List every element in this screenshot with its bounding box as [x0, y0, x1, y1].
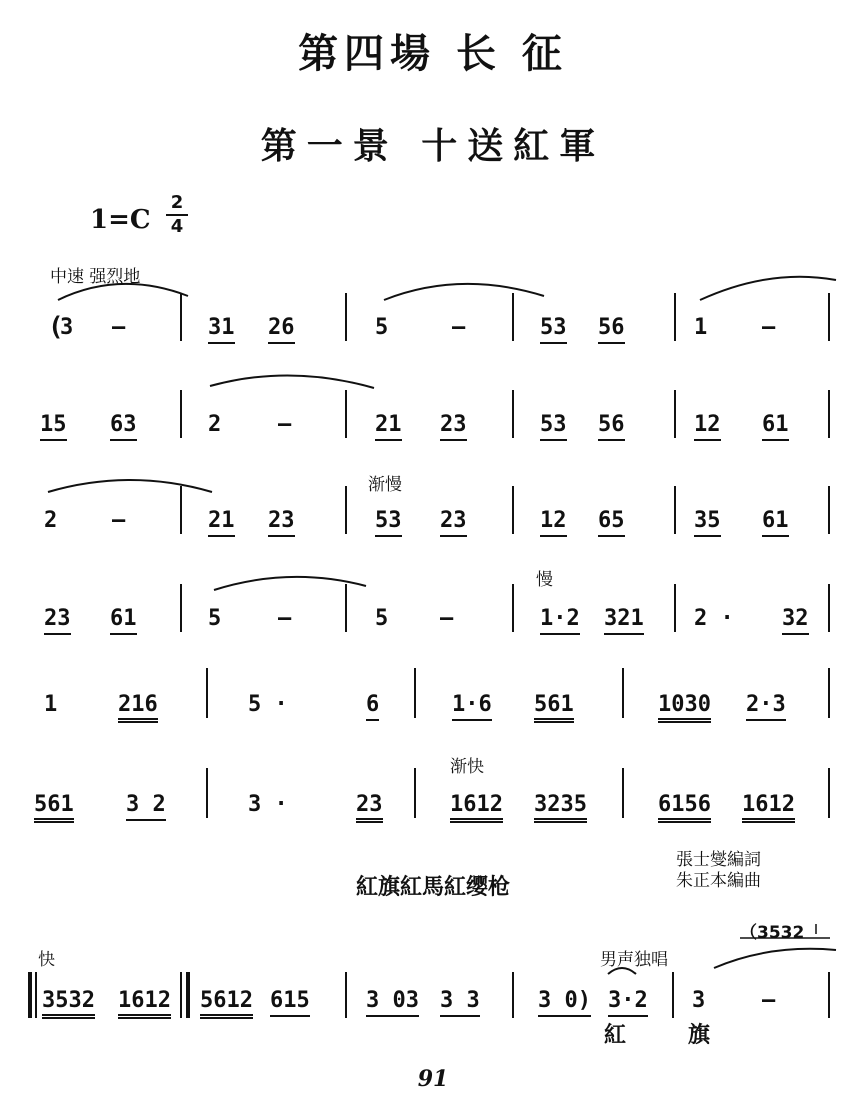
- note: 1: [694, 315, 708, 340]
- note: 61: [762, 508, 789, 537]
- note: 615: [270, 988, 310, 1017]
- slur: [608, 968, 636, 974]
- note: 216: [118, 692, 158, 723]
- note: 3·2: [608, 988, 648, 1017]
- note: 5: [208, 606, 222, 631]
- note: 321: [604, 606, 644, 635]
- note: 1·2: [540, 606, 580, 635]
- scene-title: 第四場 长 征: [298, 30, 568, 77]
- note: 31: [208, 315, 235, 344]
- note: 1612: [742, 792, 795, 823]
- note: 61: [762, 412, 789, 441]
- bracket: [740, 924, 830, 938]
- note: 3 03: [366, 988, 419, 1017]
- note: 15: [40, 412, 67, 441]
- note: –: [452, 315, 466, 340]
- time-top: 2: [170, 192, 184, 213]
- lyric-2: 旗: [688, 1022, 711, 1048]
- note: 21: [375, 412, 402, 441]
- page-number: 91: [417, 1066, 449, 1092]
- paren-open: (: [48, 312, 64, 342]
- slur: [714, 949, 836, 968]
- note: –: [762, 315, 776, 340]
- note: 1030: [658, 692, 711, 723]
- note: 3 0): [538, 988, 591, 1017]
- lyricist: 張士燮編詞: [676, 850, 761, 870]
- time-bottom: 4: [170, 216, 184, 237]
- note: 23: [44, 606, 71, 635]
- note: 53: [540, 412, 567, 441]
- tempo-marking: 中速 强烈地: [50, 267, 141, 287]
- note: –: [278, 412, 292, 437]
- fast-marking: 快: [38, 950, 55, 970]
- note: 2: [208, 412, 222, 437]
- note: 1612: [118, 988, 171, 1019]
- note: 12: [540, 508, 567, 537]
- note: 5612: [200, 988, 253, 1019]
- note: 32: [782, 606, 809, 635]
- note: 23: [440, 412, 467, 441]
- slur: [210, 375, 374, 388]
- note: 21: [208, 508, 235, 537]
- note: 5 ·: [248, 692, 288, 717]
- note: –: [112, 508, 126, 533]
- note: –: [762, 988, 776, 1013]
- note: 6: [366, 692, 379, 721]
- note: 23: [356, 792, 383, 823]
- note: 65: [598, 508, 625, 537]
- note: –: [112, 315, 126, 340]
- note: 53: [375, 508, 402, 537]
- note: 56: [598, 315, 625, 344]
- note: 23: [268, 508, 295, 537]
- note: 6156: [658, 792, 711, 823]
- slur: [700, 277, 836, 300]
- slow-marking: 慢: [536, 570, 553, 590]
- note: 1·6: [452, 692, 492, 721]
- composer: 朱正本編曲: [676, 871, 761, 891]
- rit-marking: 渐慢: [368, 475, 402, 495]
- slur: [58, 284, 188, 300]
- note: 3532: [42, 988, 95, 1019]
- note: 2 ·: [694, 606, 734, 631]
- note: 561: [534, 692, 574, 723]
- note: 3 ·: [248, 792, 288, 817]
- note: 5: [375, 606, 389, 631]
- song-title: 紅旗紅馬紅缨枪: [355, 874, 510, 900]
- note: 23: [440, 508, 467, 537]
- note: 12: [694, 412, 721, 441]
- note: 5: [375, 315, 389, 340]
- sub-title: 第一景 十送紅軍: [260, 125, 606, 167]
- note: 1612: [450, 792, 503, 823]
- note: 26: [268, 315, 295, 344]
- slur: [384, 284, 544, 300]
- note: 3: [692, 988, 706, 1013]
- note: 35: [694, 508, 721, 537]
- note: 61: [110, 606, 137, 635]
- note: 2: [44, 508, 58, 533]
- solo-marking: 男声独唱: [600, 950, 668, 970]
- note: –: [440, 606, 454, 631]
- slur: [48, 480, 212, 492]
- note: 3235: [534, 792, 587, 823]
- note: –: [278, 606, 292, 631]
- note: 63: [110, 412, 137, 441]
- note: 3 3: [440, 988, 480, 1017]
- slur: [214, 577, 366, 590]
- note: 561: [34, 792, 74, 823]
- accel-marking: 渐快: [450, 757, 484, 777]
- note: 2·3: [746, 692, 786, 721]
- note: 3: [60, 315, 74, 340]
- cue-marking: （3532: [740, 923, 805, 943]
- note: 1: [44, 692, 58, 717]
- note: 53: [540, 315, 567, 344]
- note: 56: [598, 412, 625, 441]
- note: 3 2: [126, 792, 166, 821]
- lyric-1: 紅: [604, 1022, 627, 1048]
- key-signature: 1=C: [90, 205, 151, 235]
